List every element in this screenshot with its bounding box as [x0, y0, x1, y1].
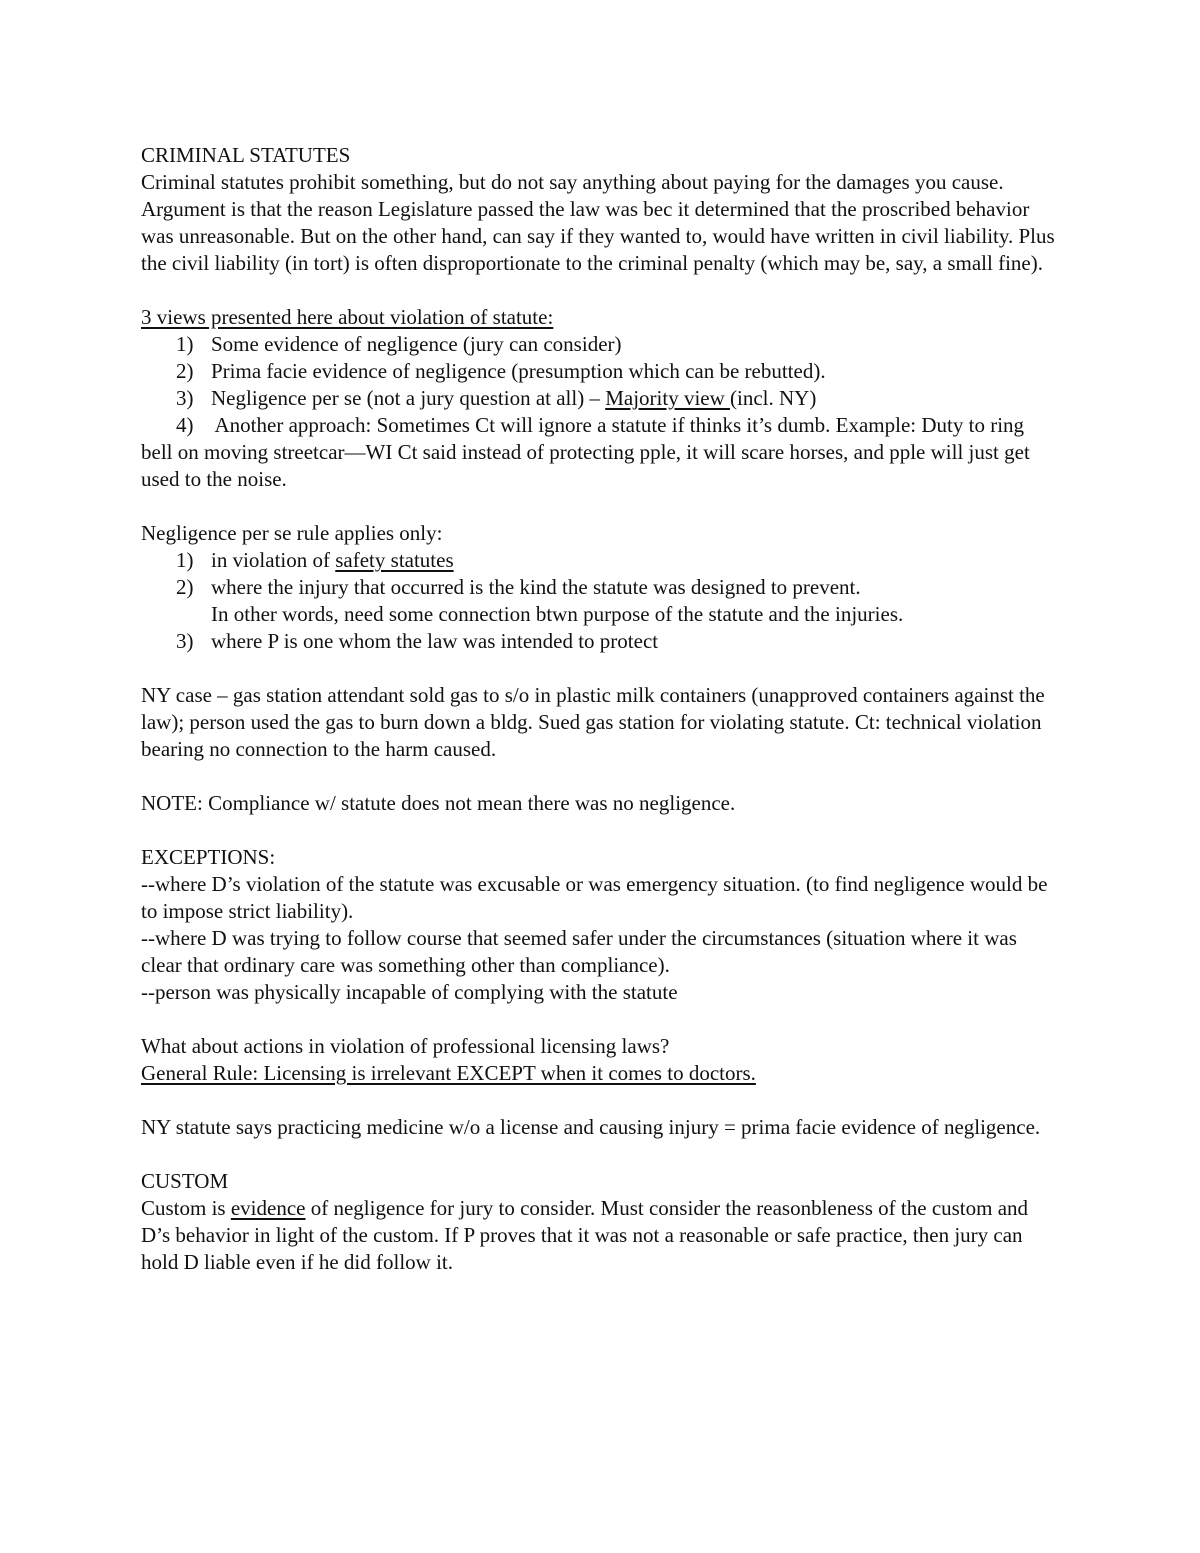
- list-number: 1): [176, 548, 194, 572]
- document-body: [141, 142, 1056, 1276]
- spacer: [141, 277, 1056, 304]
- per-se-item-1: [141, 547, 1056, 574]
- spacer: [141, 817, 1056, 844]
- list-number: 2): [176, 575, 194, 599]
- views-heading: 3 views presented here about violation of statute:: [141, 305, 554, 329]
- list-number: 3): [176, 386, 194, 410]
- safety-statutes-underlined: safety statutes: [335, 548, 454, 572]
- views-item-4: [141, 412, 1056, 493]
- criminal-statutes-heading: CRIMINAL STATUTES: [141, 143, 351, 167]
- evidence-underlined: evidence: [230, 1196, 306, 1220]
- list-text: where the injury that occurred is the kind the statute was designed to prevent.: [211, 575, 861, 599]
- criminal-statutes-paragraph: Criminal statutes prohibit something, but do not say anything about paying for the damages you cause. Argument is that the reason Legislature passed the law was bec it determined that the proscribed behavior was unreasonable. But on the other hand, can say if they wanted to, would have written in civil liability. Plus the civil liability (in tort) is often disproportionate to the criminal penalty (which may be, say, a small fine).: [141, 170, 1055, 275]
- list-text: Another approach: Sometimes Ct will ignore a statute if thinks it’s dumb. Example: Duty to ring bell on moving streetcar—WI Ct said instead of protecting pple, it will scare horses, and pple will just get used to the noise.: [141, 413, 1030, 491]
- custom-text-before: Custom is: [141, 1196, 231, 1220]
- spacer: [141, 655, 1056, 682]
- exception-item: --where D’s violation of the statute was excusable or was emergency situation. (to find negligence would be to impose strict liability).: [141, 872, 1048, 923]
- per-se-intro: Negligence per se rule applies only:: [141, 521, 443, 545]
- exception-item: --person was physically incapable of complying with the statute: [141, 980, 678, 1004]
- exception-item: --where D was trying to follow course that seemed safer under the circumstances (situation where it was clear that ordinary care was something other than compliance).: [141, 926, 1017, 977]
- list-number: 2): [176, 359, 194, 383]
- licensing-question: What about actions in violation of professional licensing laws?: [141, 1034, 670, 1058]
- per-se-item-2: [141, 574, 1056, 601]
- spacer: [141, 763, 1056, 790]
- per-se-item-3: [141, 628, 1056, 655]
- spacer: [141, 1087, 1056, 1114]
- list-text: Some evidence of negligence (jury can consider): [211, 332, 622, 356]
- list-number: 4): [176, 413, 194, 437]
- licensing-general-rule: General Rule: Licensing is irrelevant EXCEPT when it comes to doctors.: [141, 1061, 756, 1085]
- list-number: 3): [176, 629, 194, 653]
- ny-case-paragraph: NY case – gas station attendant sold gas to s/o in plastic milk containers (unapproved containers against the law); person used the gas to burn down a bldg. Sued gas station for violating statute. Ct: technical violation bearing no connection to the harm caused.: [141, 683, 1045, 761]
- views-item-1: [141, 331, 1056, 358]
- spacer: [141, 493, 1056, 520]
- list-text: Negligence per se (not a jury question at all) –: [211, 386, 606, 410]
- spacer: [141, 1006, 1056, 1033]
- list-number: 1): [176, 332, 194, 356]
- custom-paragraph: [141, 1195, 1056, 1276]
- custom-heading: CUSTOM: [141, 1169, 229, 1193]
- list-text: in violation of: [211, 548, 336, 572]
- views-item-3: [141, 385, 1056, 412]
- per-se-item-2-continuation: In other words, need some connection btwn purpose of the statute and the injuries.: [211, 602, 904, 626]
- list-text: where P is one whom the law was intended to protect: [211, 629, 659, 653]
- note-paragraph: NOTE: Compliance w/ statute does not mean there was no negligence.: [141, 791, 736, 815]
- views-item-2: [141, 358, 1056, 385]
- custom-text-after: of negligence for jury to consider. Must consider the reasonbleness of the custom and D’s behavior in light of the custom. If P proves that it was not a reasonable or safe practice, then jury can hold D liable even if he did follow it.: [141, 1196, 1029, 1274]
- exceptions-heading: EXCEPTIONS:: [141, 845, 276, 869]
- list-text-suffix: (incl. NY): [730, 386, 817, 410]
- list-text: Prima facie evidence of negligence (presumption which can be rebutted).: [211, 359, 826, 383]
- spacer: [141, 1141, 1056, 1168]
- majority-view-underlined: Majority view: [605, 386, 731, 410]
- ny-statute-paragraph: NY statute says practicing medicine w/o a license and causing injury = prima facie evidence of negligence.: [141, 1115, 1041, 1139]
